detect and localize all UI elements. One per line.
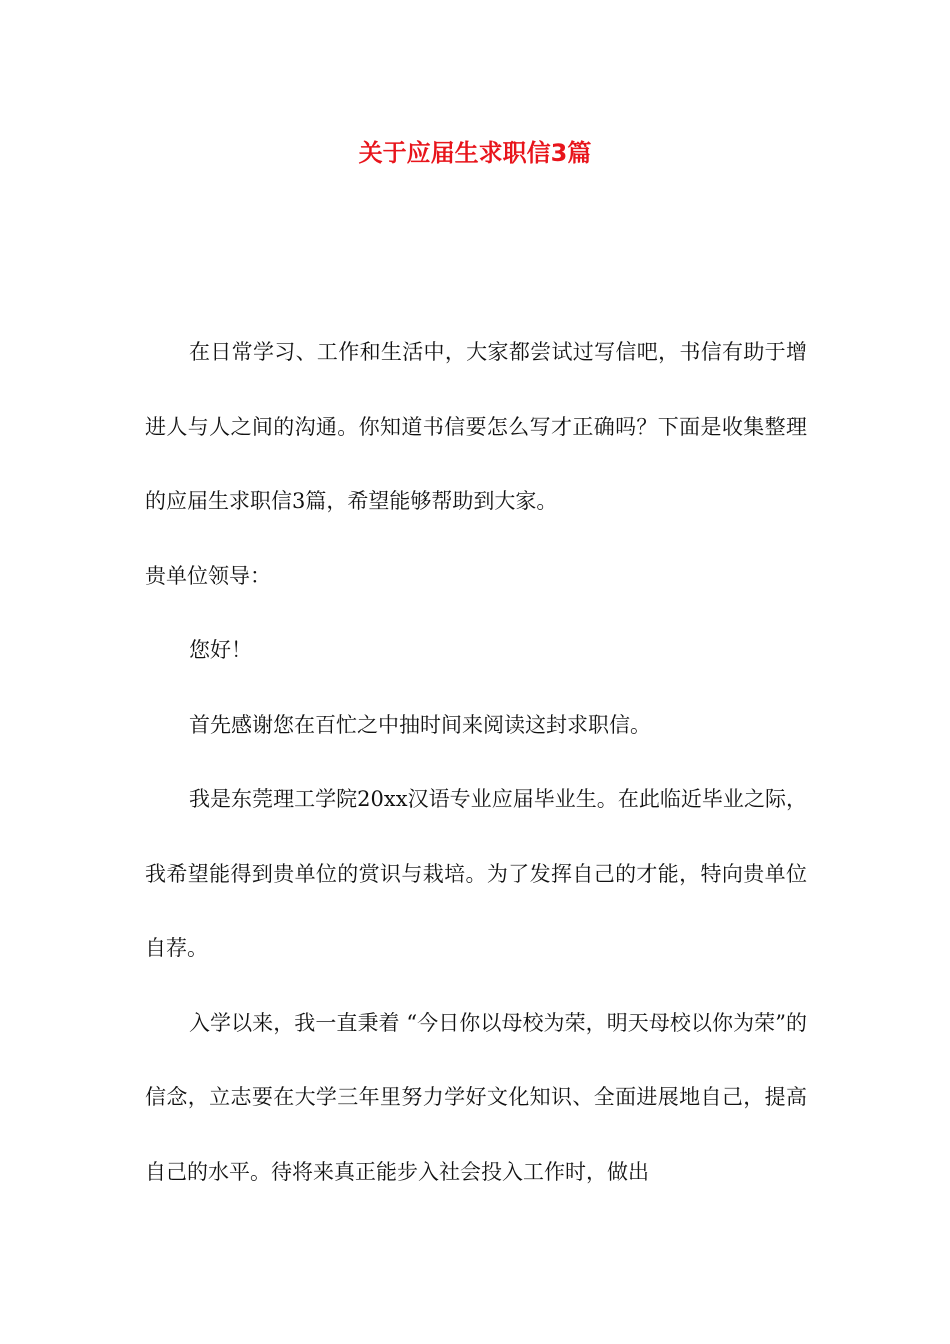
intro-paragraph: 在日常学习、工作和生活中，大家都尝试过写信吧，书信有助于增进人与人之间的沟通。你知道书信要怎么写才正确吗？下面是收集整理的应届生求职信3篇，希望能够帮助到大家。 xyxy=(145,340,807,513)
self-intro-paragraph: 我是东莞理工学院20xx汉语专业应届毕业生。在此临近毕业之际，我希望能得到贵单位的赏识与栽培。为了发挥自己的才能，特向贵单位自荐。 xyxy=(145,787,807,960)
document-body xyxy=(145,315,807,1209)
greeting: 您好！ xyxy=(189,638,252,662)
study-paragraph: 入学以来，我一直秉着 “今日你以母校为荣，明天母校以你为荣”的信念，立志要在大学三年里努力学好文化知识、全面进展地自己，提高自己的水平。待将来真正能步入社会投入工作时，做出 xyxy=(145,1010,807,1184)
salutation: 贵单位领导： xyxy=(145,563,271,588)
thanks-paragraph: 首先感谢您在百忙之中抽时间来阅读这封求职信。 xyxy=(189,712,651,737)
document-title: 关于应届生求职信3篇 xyxy=(358,139,592,167)
